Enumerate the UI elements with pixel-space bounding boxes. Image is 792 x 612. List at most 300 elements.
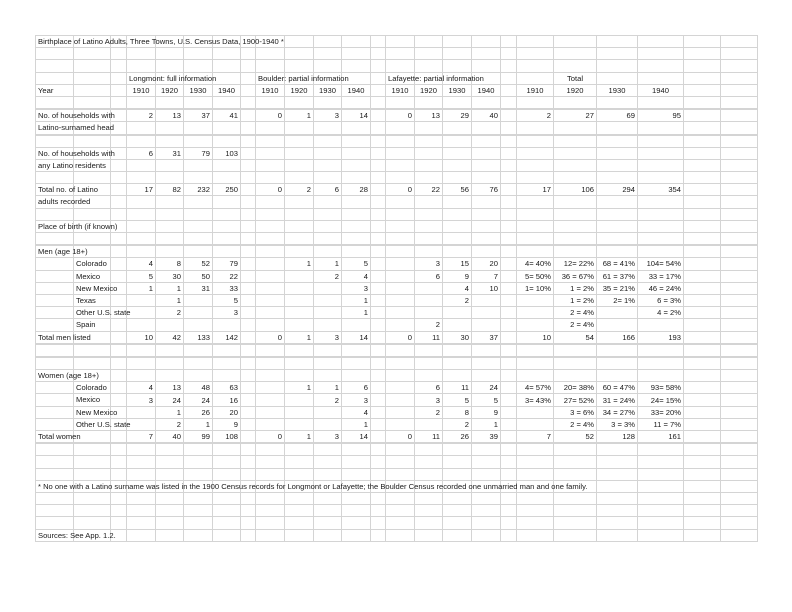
cell[interactable] (386, 529, 415, 541)
cell[interactable] (314, 418, 342, 430)
cell[interactable] (256, 394, 285, 406)
cell[interactable] (721, 357, 758, 370)
cell[interactable] (314, 109, 342, 122)
cell[interactable] (443, 418, 472, 430)
cell[interactable] (684, 159, 721, 171)
cell[interactable] (501, 307, 517, 319)
cell[interactable] (371, 122, 386, 135)
cell[interactable] (501, 357, 517, 370)
cell[interactable] (517, 394, 554, 406)
cell[interactable] (111, 331, 127, 344)
cell[interactable] (127, 294, 156, 306)
cell[interactable] (721, 60, 758, 72)
cell[interactable] (638, 307, 684, 319)
cell[interactable] (256, 84, 285, 96)
cell[interactable] (74, 357, 111, 370)
cell[interactable] (501, 96, 517, 109)
cell[interactable] (386, 282, 415, 294)
cell[interactable] (36, 394, 74, 406)
cell[interactable] (684, 370, 721, 382)
cell[interactable] (111, 208, 127, 220)
cell[interactable] (213, 344, 241, 357)
cell[interactable] (472, 122, 501, 135)
cell[interactable] (314, 60, 342, 72)
cell[interactable] (597, 72, 638, 84)
cell[interactable] (256, 159, 285, 171)
cell[interactable] (415, 135, 443, 148)
cell[interactable] (74, 319, 111, 331)
cell[interactable] (386, 468, 415, 480)
cell[interactable] (472, 331, 501, 344)
cell[interactable] (371, 505, 386, 517)
cell[interactable] (501, 233, 517, 246)
cell[interactable] (256, 443, 285, 456)
cell[interactable] (156, 344, 184, 357)
cell[interactable] (517, 220, 554, 232)
cell[interactable] (285, 307, 314, 319)
cell[interactable] (721, 122, 758, 135)
cell[interactable] (314, 220, 342, 232)
cell[interactable] (501, 184, 517, 196)
cell[interactable] (501, 456, 517, 468)
cell[interactable] (184, 122, 213, 135)
cell[interactable] (684, 96, 721, 109)
cell[interactable] (443, 443, 472, 456)
cell[interactable] (386, 443, 415, 456)
cell[interactable] (638, 468, 684, 480)
cell[interactable] (415, 196, 443, 208)
cell[interactable] (597, 184, 638, 196)
cell[interactable] (156, 431, 184, 444)
cell[interactable] (371, 443, 386, 456)
cell[interactable] (74, 307, 131, 319)
cell[interactable] (684, 456, 721, 468)
cell[interactable] (517, 72, 554, 84)
cell[interactable] (127, 319, 156, 331)
cell[interactable] (517, 529, 554, 541)
cell[interactable] (517, 184, 554, 196)
cell[interactable] (74, 517, 111, 529)
cell[interactable] (415, 468, 443, 480)
cell[interactable] (36, 109, 115, 122)
cell[interactable] (684, 84, 721, 96)
cell[interactable] (501, 492, 517, 504)
cell[interactable] (184, 96, 213, 109)
cell[interactable] (256, 282, 285, 294)
cell[interactable] (111, 294, 127, 306)
cell[interactable] (285, 109, 314, 122)
cell[interactable] (415, 505, 443, 517)
cell[interactable] (184, 357, 213, 370)
cell[interactable] (156, 382, 184, 394)
cell[interactable] (721, 456, 758, 468)
cell[interactable] (256, 468, 285, 480)
cell[interactable] (371, 492, 386, 504)
cell[interactable] (443, 406, 472, 418)
cell[interactable] (213, 319, 241, 331)
cell[interactable] (241, 159, 256, 171)
cell[interactable] (386, 135, 415, 148)
cell[interactable] (36, 406, 74, 418)
cell[interactable] (314, 319, 342, 331)
cell[interactable] (386, 60, 415, 72)
cell[interactable] (721, 245, 758, 258)
cell[interactable] (443, 159, 472, 171)
cell[interactable] (156, 443, 184, 456)
cell[interactable] (721, 220, 758, 232)
cell[interactable] (371, 357, 386, 370)
cell[interactable] (371, 394, 386, 406)
cell[interactable] (285, 172, 314, 184)
cell[interactable] (213, 196, 241, 208)
cell[interactable] (371, 233, 386, 246)
cell[interactable] (36, 370, 99, 382)
cell[interactable] (256, 382, 285, 394)
cell[interactable] (386, 258, 415, 270)
cell[interactable] (371, 406, 386, 418)
cell[interactable] (314, 172, 342, 184)
cell[interactable] (314, 147, 342, 159)
cell[interactable] (472, 233, 501, 246)
cell[interactable] (371, 270, 386, 282)
cell[interactable] (127, 208, 156, 220)
cell[interactable] (415, 406, 443, 418)
cell[interactable] (554, 72, 597, 84)
cell[interactable] (415, 394, 443, 406)
cell[interactable] (554, 456, 597, 468)
cell[interactable] (156, 147, 184, 159)
cell[interactable] (472, 468, 501, 480)
cell[interactable] (472, 172, 501, 184)
cell[interactable] (127, 220, 156, 232)
cell[interactable] (638, 233, 684, 246)
cell[interactable] (472, 135, 501, 148)
cell[interactable] (597, 294, 638, 306)
cell[interactable] (184, 84, 213, 96)
cell[interactable] (111, 517, 127, 529)
cell[interactable] (638, 220, 684, 232)
cell[interactable] (554, 233, 597, 246)
cell[interactable] (127, 184, 156, 196)
cell[interactable] (213, 84, 241, 96)
cell[interactable] (256, 331, 285, 344)
cell[interactable] (371, 220, 386, 232)
cell[interactable] (597, 147, 638, 159)
cell[interactable] (517, 48, 554, 60)
cell[interactable] (386, 36, 415, 48)
cell[interactable] (501, 147, 517, 159)
cell[interactable] (127, 418, 156, 430)
cell[interactable] (127, 96, 156, 109)
cell[interactable] (386, 233, 415, 246)
cell[interactable] (156, 159, 184, 171)
cell[interactable] (443, 36, 472, 48)
cell[interactable] (342, 233, 371, 246)
cell[interactable] (597, 196, 638, 208)
cell[interactable] (554, 245, 597, 258)
cell[interactable] (684, 431, 721, 444)
cell[interactable] (241, 172, 256, 184)
cell[interactable] (386, 370, 415, 382)
cell[interactable] (443, 122, 472, 135)
cell[interactable] (638, 36, 684, 48)
cell[interactable] (472, 282, 501, 294)
cell[interactable] (415, 159, 443, 171)
cell[interactable] (597, 159, 638, 171)
cell[interactable] (684, 122, 721, 135)
cell[interactable] (721, 208, 758, 220)
cell[interactable] (285, 370, 314, 382)
cell[interactable] (472, 529, 501, 541)
cell[interactable] (721, 529, 758, 541)
cell[interactable] (638, 529, 684, 541)
cell[interactable] (443, 319, 472, 331)
cell[interactable] (342, 418, 371, 430)
cell[interactable] (597, 245, 638, 258)
cell[interactable] (36, 344, 74, 357)
cell[interactable] (597, 208, 638, 220)
cell[interactable] (638, 147, 684, 159)
cell[interactable] (386, 418, 415, 430)
cell[interactable] (386, 96, 415, 109)
cell[interactable] (342, 147, 371, 159)
cell[interactable] (314, 270, 342, 282)
cell[interactable] (36, 418, 74, 430)
cell[interactable] (501, 109, 517, 122)
cell[interactable] (241, 468, 256, 480)
cell[interactable] (371, 109, 386, 122)
cell[interactable] (184, 344, 213, 357)
cell[interactable] (415, 172, 443, 184)
cell[interactable] (517, 468, 554, 480)
cell[interactable] (386, 270, 415, 282)
cell[interactable] (156, 370, 184, 382)
cell[interactable] (111, 72, 127, 84)
cell[interactable] (342, 208, 371, 220)
cell[interactable] (156, 245, 184, 258)
cell[interactable] (684, 36, 721, 48)
cell[interactable] (443, 382, 472, 394)
cell[interactable] (342, 122, 371, 135)
cell[interactable] (314, 96, 342, 109)
cell[interactable] (184, 319, 213, 331)
cell[interactable] (721, 159, 758, 171)
cell[interactable] (554, 319, 597, 331)
cell[interactable] (386, 344, 415, 357)
cell[interactable] (554, 468, 597, 480)
cell[interactable] (638, 96, 684, 109)
cell[interactable] (517, 331, 554, 344)
cell[interactable] (111, 172, 127, 184)
cell[interactable] (721, 468, 758, 480)
cell[interactable] (241, 122, 256, 135)
cell[interactable] (314, 456, 342, 468)
cell[interactable] (721, 331, 758, 344)
cell[interactable] (241, 258, 256, 270)
cell[interactable] (314, 331, 342, 344)
cell[interactable] (443, 331, 472, 344)
cell[interactable] (501, 84, 517, 96)
cell[interactable] (156, 208, 184, 220)
cell[interactable] (285, 443, 314, 456)
cell[interactable] (443, 357, 472, 370)
cell[interactable] (501, 382, 517, 394)
cell[interactable] (127, 196, 156, 208)
cell[interactable] (721, 147, 758, 159)
cell[interactable] (256, 431, 285, 444)
cell[interactable] (597, 505, 638, 517)
cell[interactable] (74, 282, 118, 294)
cell[interactable] (74, 233, 111, 246)
cell[interactable] (597, 258, 638, 270)
cell[interactable] (386, 331, 415, 344)
cell[interactable] (256, 96, 285, 109)
cell[interactable] (597, 357, 638, 370)
cell[interactable] (36, 135, 74, 148)
cell[interactable] (314, 208, 342, 220)
cell[interactable] (156, 172, 184, 184)
cell[interactable] (415, 258, 443, 270)
cell[interactable] (241, 184, 256, 196)
cell[interactable] (638, 184, 684, 196)
cell[interactable] (213, 370, 241, 382)
cell[interactable] (554, 357, 597, 370)
cell[interactable] (638, 72, 684, 84)
cell[interactable] (127, 468, 156, 480)
cell[interactable] (74, 172, 111, 184)
cell[interactable] (517, 258, 554, 270)
cell[interactable] (684, 48, 721, 60)
cell[interactable] (213, 172, 241, 184)
cell[interactable] (342, 357, 371, 370)
cell[interactable] (213, 418, 241, 430)
cell[interactable] (638, 418, 684, 430)
cell[interactable] (241, 517, 256, 529)
cell[interactable] (721, 135, 758, 148)
cell[interactable] (472, 294, 501, 306)
cell[interactable] (111, 48, 127, 60)
cell[interactable] (501, 135, 517, 148)
cell[interactable] (415, 431, 443, 444)
cell[interactable] (501, 60, 517, 72)
cell[interactable] (415, 60, 443, 72)
cell[interactable] (386, 492, 415, 504)
cell[interactable] (111, 431, 127, 444)
cell[interactable] (111, 84, 127, 96)
cell[interactable] (314, 233, 342, 246)
cell[interactable] (597, 270, 638, 282)
cell[interactable] (684, 220, 721, 232)
cell[interactable] (517, 294, 554, 306)
cell[interactable] (36, 443, 74, 456)
cell[interactable] (36, 382, 74, 394)
cell[interactable] (285, 406, 314, 418)
cell[interactable] (111, 96, 127, 109)
cell[interactable] (156, 331, 184, 344)
cell[interactable] (386, 517, 415, 529)
cell[interactable] (314, 505, 342, 517)
cell[interactable] (285, 96, 314, 109)
cell[interactable] (638, 122, 684, 135)
cell[interactable] (314, 282, 342, 294)
cell[interactable] (638, 109, 684, 122)
cell[interactable] (256, 258, 285, 270)
cell[interactable] (386, 159, 415, 171)
cell[interactable] (314, 245, 342, 258)
cell[interactable] (256, 245, 285, 258)
cell[interactable] (472, 258, 501, 270)
cell[interactable] (241, 147, 256, 159)
cell[interactable] (684, 480, 721, 492)
cell[interactable] (517, 96, 554, 109)
cell[interactable] (554, 159, 597, 171)
cell[interactable] (472, 196, 501, 208)
cell[interactable] (415, 270, 443, 282)
cell[interactable] (472, 96, 501, 109)
cell[interactable] (184, 208, 213, 220)
cell[interactable] (156, 84, 184, 96)
cell[interactable] (415, 492, 443, 504)
cell[interactable] (638, 208, 684, 220)
cell[interactable] (386, 394, 415, 406)
cell[interactable] (342, 159, 371, 171)
cell[interactable] (472, 357, 501, 370)
cell[interactable] (184, 394, 213, 406)
cell[interactable] (638, 456, 684, 468)
cell[interactable] (554, 48, 597, 60)
cell[interactable] (241, 109, 256, 122)
cell[interactable] (721, 370, 758, 382)
cell[interactable] (638, 480, 684, 492)
cell[interactable] (443, 468, 472, 480)
cell[interactable] (443, 84, 472, 96)
cell[interactable] (111, 443, 127, 456)
cell[interactable] (386, 319, 415, 331)
cell[interactable] (256, 492, 285, 504)
cell[interactable] (36, 258, 74, 270)
cell[interactable] (256, 220, 285, 232)
cell[interactable] (684, 505, 721, 517)
cell[interactable] (638, 370, 684, 382)
cell[interactable] (554, 406, 597, 418)
cell[interactable] (554, 147, 597, 159)
cell[interactable] (111, 233, 127, 246)
cell[interactable] (127, 529, 156, 541)
cell[interactable] (443, 456, 472, 468)
cell[interactable] (597, 468, 638, 480)
cell[interactable] (36, 172, 74, 184)
cell[interactable] (415, 517, 443, 529)
cell[interactable] (517, 382, 554, 394)
cell[interactable] (241, 394, 256, 406)
cell[interactable] (554, 96, 597, 109)
cell[interactable] (501, 370, 517, 382)
cell[interactable] (342, 258, 371, 270)
cell[interactable] (213, 220, 241, 232)
cell[interactable] (184, 60, 213, 72)
cell[interactable] (314, 357, 342, 370)
cell[interactable] (472, 159, 501, 171)
cell[interactable] (314, 307, 342, 319)
cell[interactable] (684, 270, 721, 282)
cell[interactable] (342, 220, 371, 232)
cell[interactable] (127, 331, 156, 344)
cell[interactable] (213, 159, 241, 171)
cell[interactable] (517, 443, 554, 456)
cell[interactable] (472, 307, 501, 319)
cell[interactable] (74, 96, 111, 109)
cell[interactable] (684, 60, 721, 72)
